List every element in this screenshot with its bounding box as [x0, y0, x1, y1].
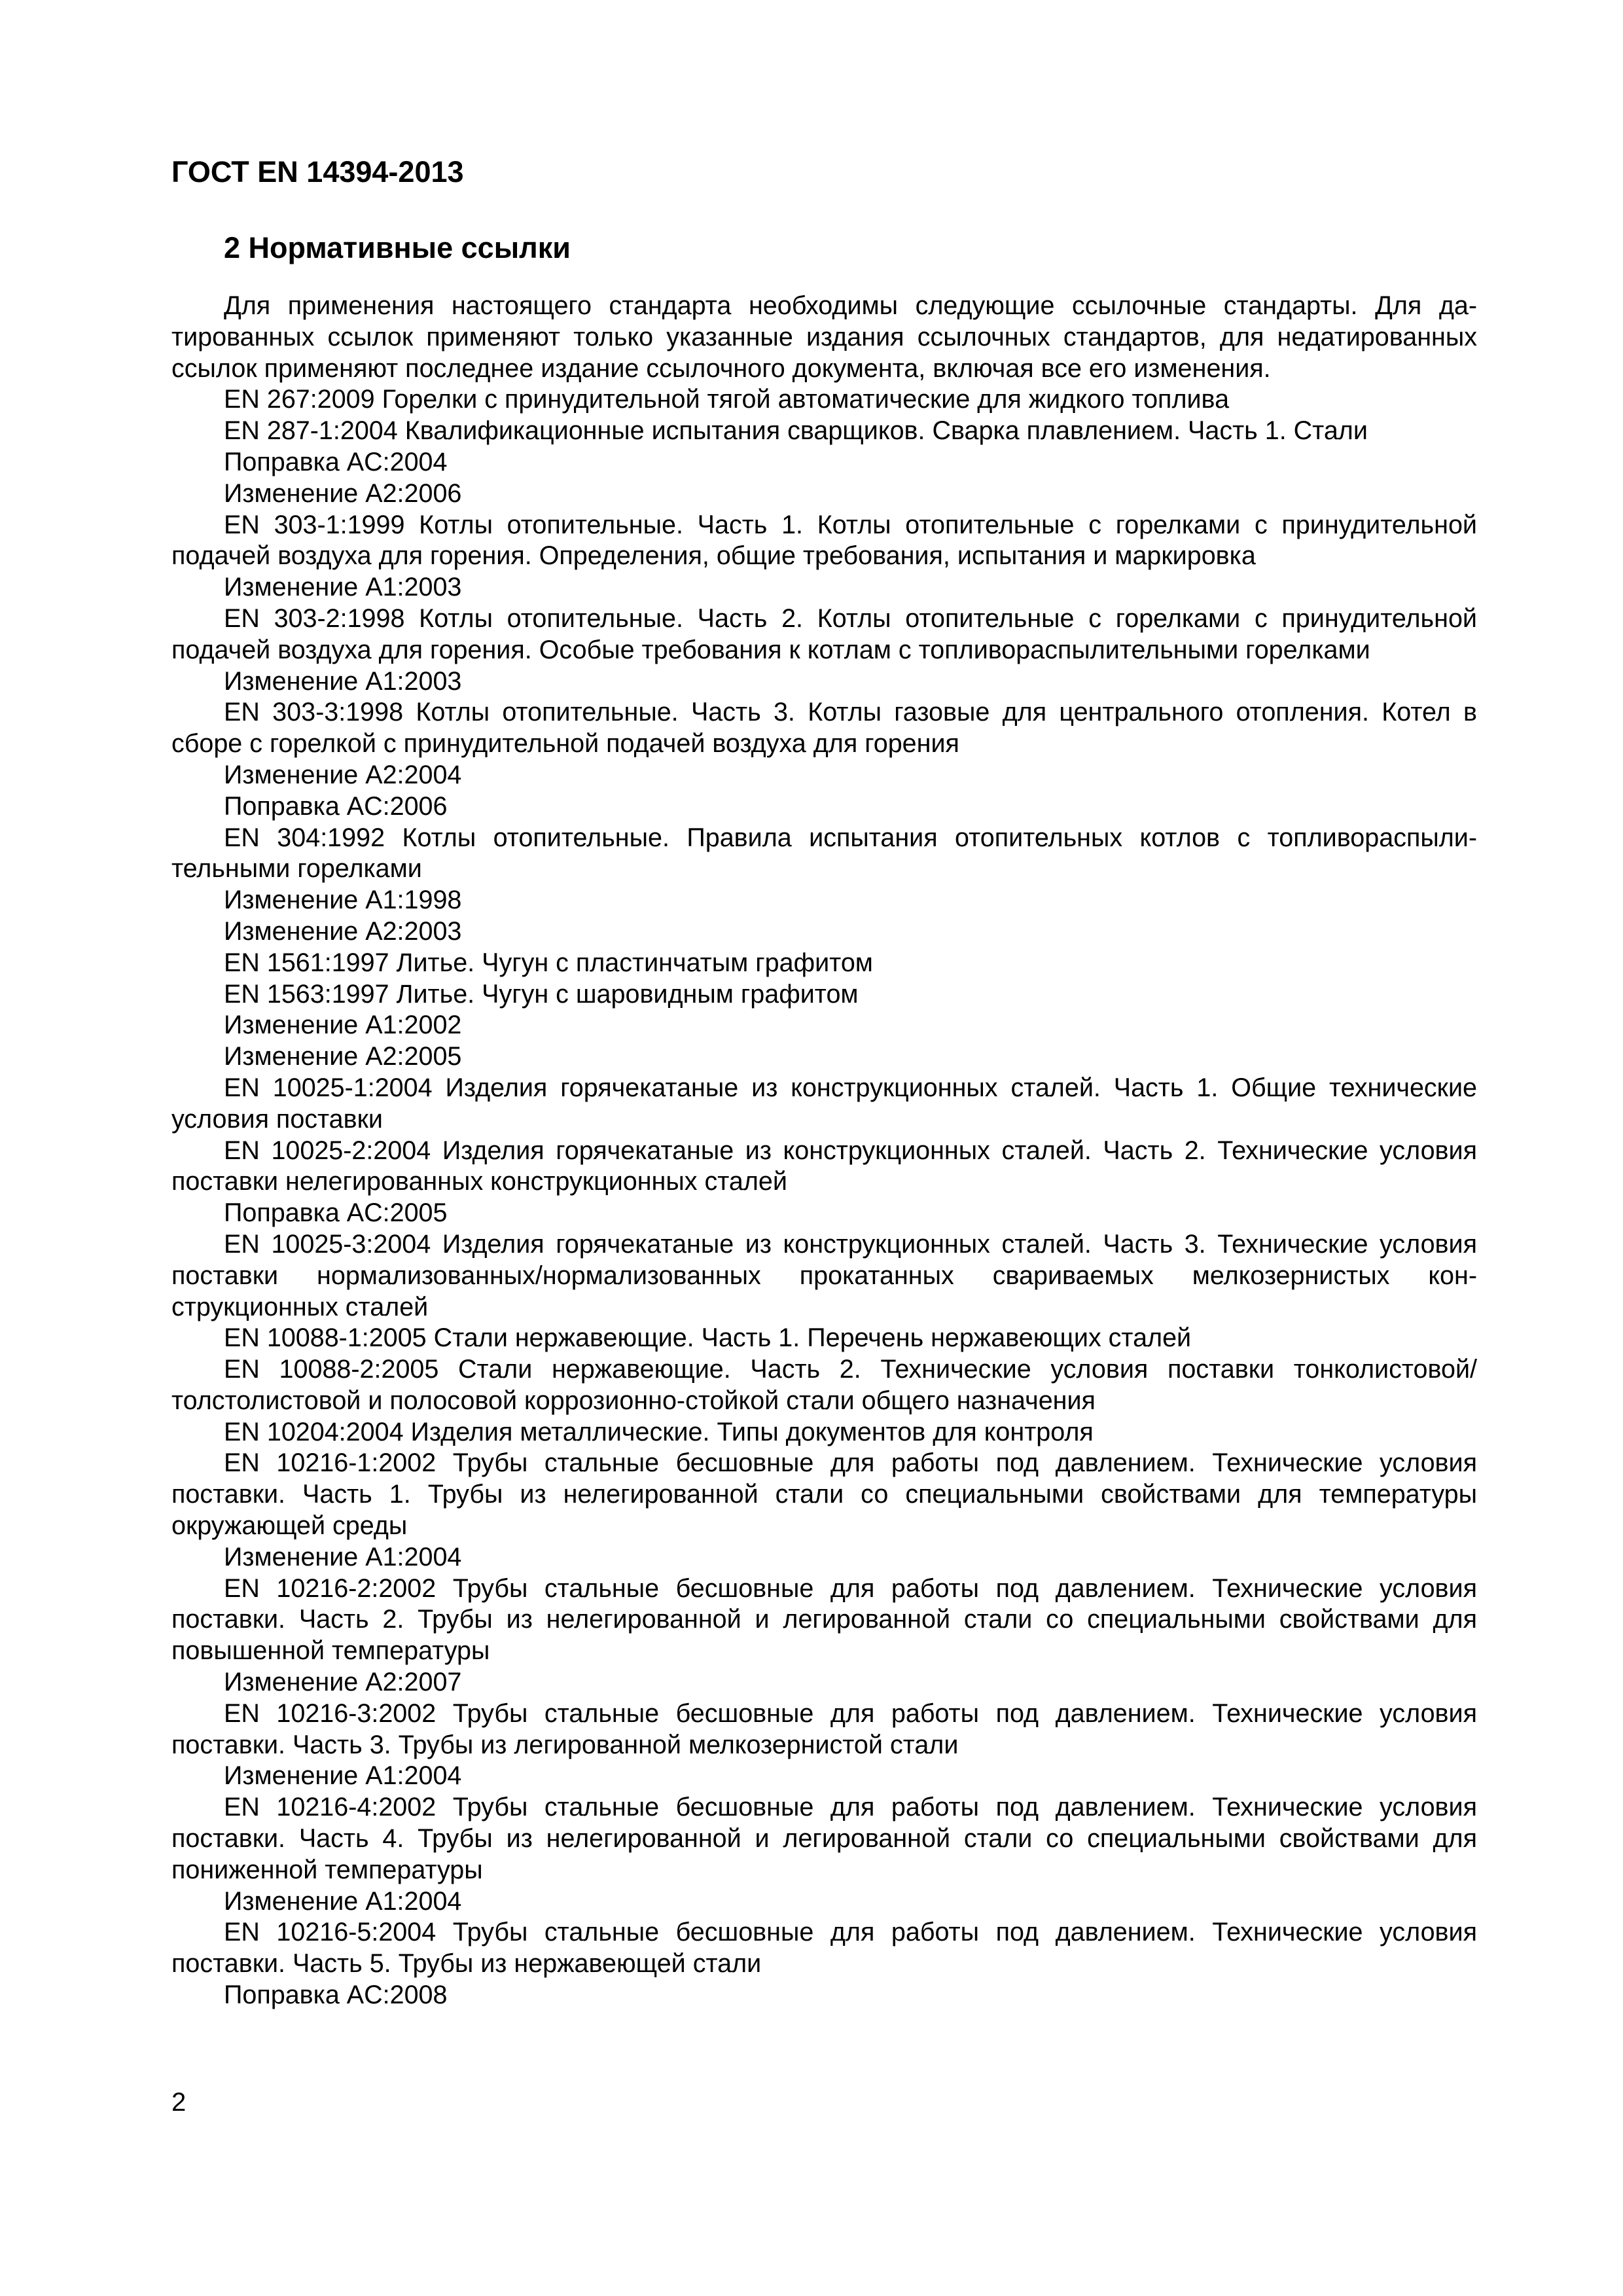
reference-paragraph: Изменение A1:2004 — [224, 1761, 462, 1791]
reference-paragraph: EN 10216-5:2004 Трубы стальные бесшовные для работы под давлением. Технические условия поставки. Часть 5. Трубы из нержавеющей стали — [171, 1918, 1477, 1979]
reference-paragraph: Изменение A1:2004 — [224, 1542, 462, 1571]
reference-paragraph: EN 10216-1:2002 Трубы стальные бесшовные для работы под давлением. Технические условия поставки. Часть 1. Трубы из нелегированной стали со специальными свойствами для температуры окружающей среды — [171, 1448, 1477, 1541]
reference-paragraph: EN 10088-2:2005 Стали нержавеющие. Часть 2. Технические условия поставки тонколистовой/​толстолистовой и полосовой коррозионно-стойкой стали общего назначения — [171, 1355, 1477, 1415]
reference-paragraph: EN 303-1:1999 Котлы отопительные. Часть 1. Котлы отопительные с горелками с принудительной подачей воздуха для горения. Определения, общие требования, испытания и маркировка — [171, 510, 1477, 571]
reference-paragraph: Изменение A1:2003 — [224, 666, 462, 696]
reference-paragraph: Изменение A1:2003 — [224, 573, 462, 602]
reference-paragraph: Поправка AC:2008 — [224, 1981, 448, 2010]
reference-paragraph: Поправка AC:2006 — [224, 791, 448, 821]
reference-paragraph: EN 10025-3:2004 Изделия горячекатаные из конструкционных сталей. Часть 3. Технические условия поставки нормализованных/нормализованных прокатанных свариваемых мелкозернистых конструкционных сталей — [171, 1229, 1477, 1321]
reference-paragraph: Изменение A2:2006 — [224, 478, 462, 508]
reference-paragraph: Поправка AC:2005 — [224, 1198, 448, 1228]
reference-paragraph: EN 304:1992 Котлы отопительные. Правила испытания отопительных котлов с топливораспылительными горелками — [171, 823, 1477, 884]
reference-paragraph: EN 10025-2:2004 Изделия горячекатаные из конструкционных сталей. Часть 2. Технические условия поставки нелегированных конструкционных сталей — [171, 1136, 1477, 1196]
reference-paragraph: EN 10216-2:2002 Трубы стальные бесшовные для работы под давлением. Технические условия поставки. Часть 2. Трубы из нелегированной и легированной стали со специальными свойствами для повышенной температуры — [171, 1573, 1477, 1666]
document-header: ГОСТ EN 14394-2013 — [171, 155, 464, 188]
reference-paragraph: Для применения настоящего стандарта необходимы следующие ссылочные стандарты. Для датированных ссылок применяют только указанные издания ссылочных стандартов, для недатированных ссылок применяют последнее издание ссылочного документа, включая все его изменения. — [171, 291, 1477, 383]
reference-paragraph: Изменение A2:2005 — [224, 1042, 462, 1071]
reference-paragraph: EN 303-3:1998 Котлы отопительные. Часть 3. Котлы газовые для центрального отопления. Котел в сборе с горелкой с принудительной подачей воздуха для горения — [171, 698, 1477, 759]
reference-paragraph: EN 287-1:2004 Квалификационные испытания сварщиков. Сварка плавлением. Часть 1. Стали — [224, 416, 1368, 446]
reference-paragraph: EN 10216-3:2002 Трубы стальные бесшовные для работы под давлением. Технические условия поставки. Часть 3. Трубы из легированной мелкозернистой стали — [171, 1698, 1477, 1759]
section-title: 2 Нормативные ссылки — [224, 231, 571, 264]
reference-paragraph: Изменение A2:2003 — [224, 916, 462, 946]
reference-paragraph: Поправка AC:2004 — [224, 447, 448, 476]
reference-paragraph: Изменение A1:1998 — [224, 886, 462, 915]
reference-paragraph: EN 267:2009 Горелки с принудительной тягой автоматические для жидкого топлива — [224, 385, 1230, 414]
reference-paragraph: EN 1561:1997 Литье. Чугун с пластинчатым графитом — [224, 948, 873, 977]
section-body — [171, 291, 1477, 2011]
reference-paragraph: Изменение A2:2004 — [224, 760, 462, 789]
reference-paragraph: Изменение A1:2002 — [224, 1011, 462, 1040]
reference-paragraph: EN 10088-1:2005 Стали нержавеющие. Часть 1. Перечень нержавеющих сталей — [224, 1323, 1192, 1353]
reference-paragraph: EN 10216-4:2002 Трубы стальные бесшовные для работы под давлением. Технические условия поставки. Часть 4. Трубы из нелегированной и легированной стали со специальными свойствами для пониженной температуры — [171, 1793, 1477, 1884]
reference-paragraph: EN 10025-1:2004 Изделия горячекатаные из конструкционных сталей. Часть 1. Общие технические условия поставки — [171, 1073, 1477, 1134]
reference-paragraph: EN 10204:2004 Изделия металлические. Типы документов для контроля — [224, 1417, 1094, 1446]
page-number: 2 — [171, 2088, 187, 2117]
reference-paragraph: EN 1563:1997 Литье. Чугун с шаровидным графитом — [224, 979, 859, 1009]
reference-paragraph: Изменение A1:2004 — [224, 1886, 462, 1916]
reference-paragraph: Изменение A2:2007 — [224, 1668, 462, 1697]
reference-paragraph: EN 303-2:1998 Котлы отопительные. Часть 2. Котлы отопительные с горелками с принудительной подачей воздуха для горения. Особые требования к котлам с топливораспылительными горелками — [171, 603, 1477, 664]
